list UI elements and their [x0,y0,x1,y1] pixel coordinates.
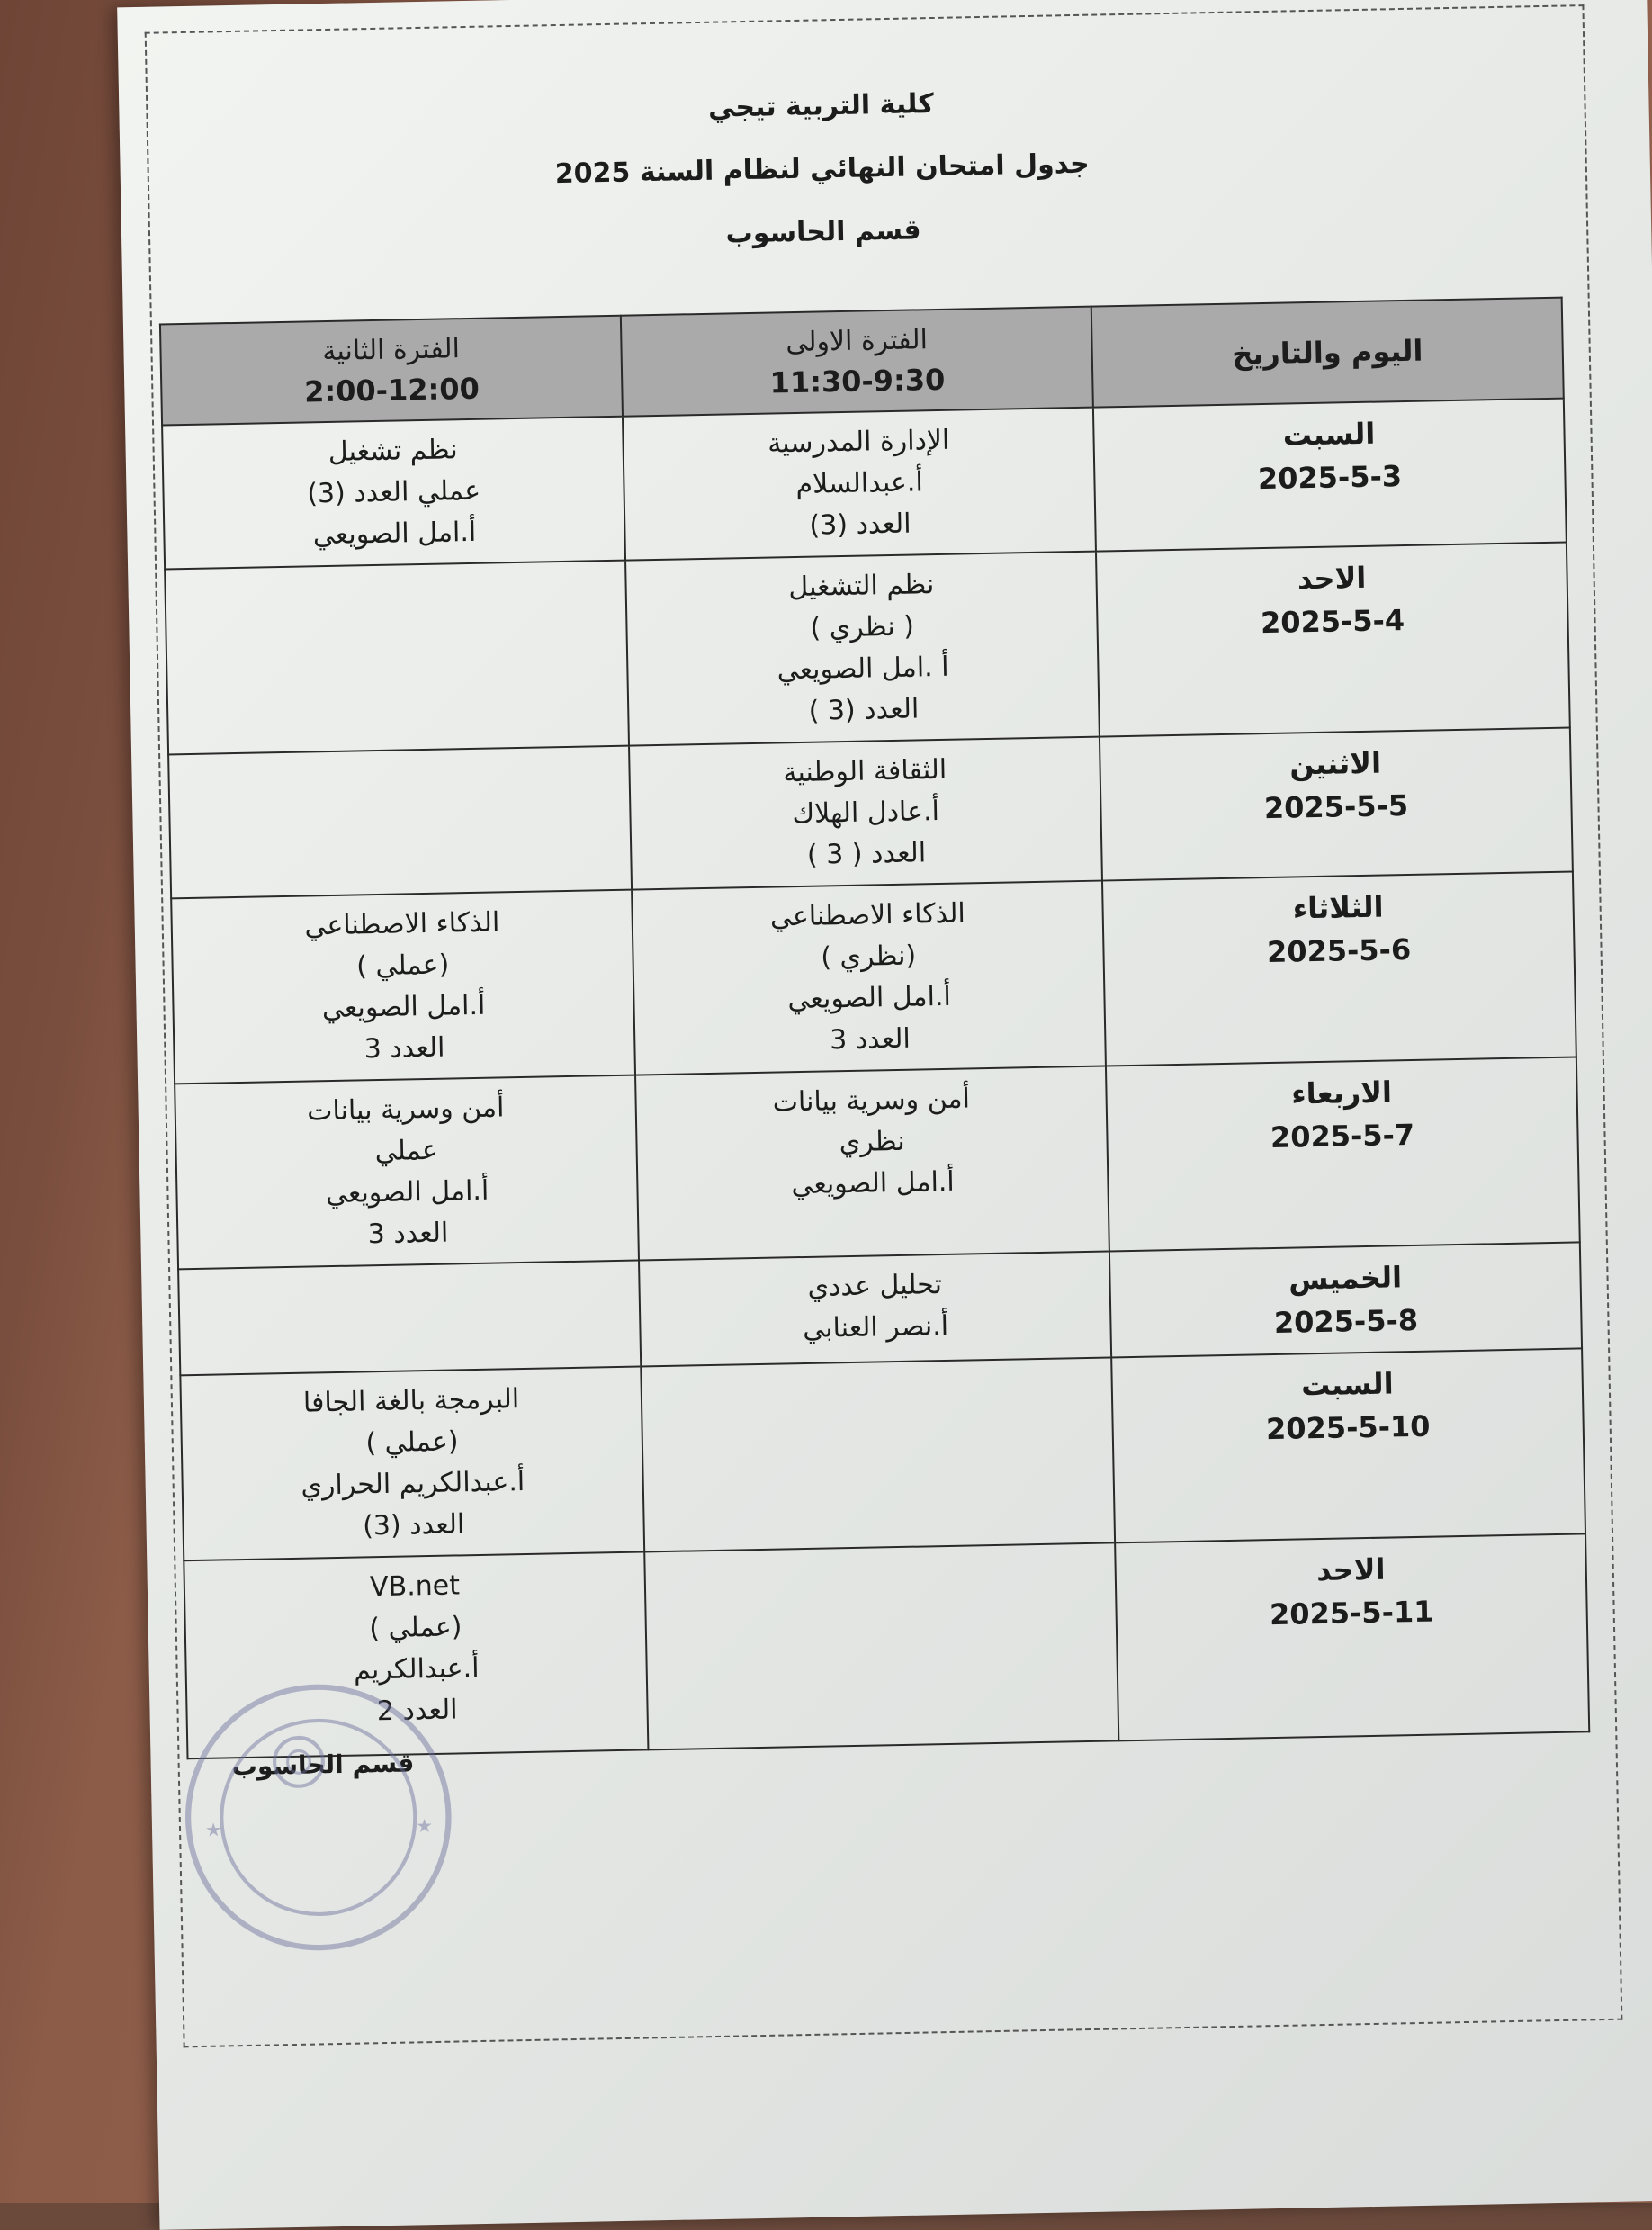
exam-entry-line: عملي العدد (3) [306,474,481,510]
exam-entry-line: أ.عبدالكريم الحراري [301,1465,525,1502]
exam-entry-line: (نظري ) [820,940,917,974]
period2-label: الفترة الثانية [321,333,461,368]
exam-entry-line: أ.امل الصويعي [787,980,952,1016]
table-row [175,1057,1580,1269]
exam-date: 2025-5-11 [1269,1594,1434,1632]
period1-time: 11:30-9:30 [769,362,946,400]
exam-date: 2025-5-6 [1266,931,1412,970]
period2-cell [180,1366,644,1560]
day-name: الاحد [1297,560,1367,597]
day-name: الاثنين [1288,745,1382,782]
exam-entry-line: أ.امل الصويعي [312,516,477,552]
period1-cell [623,408,1096,561]
day-date-cell [1102,872,1576,1066]
exam-entry-line: ( نظري ) [810,610,915,644]
period2-cell [162,417,625,570]
exam-entry-line: العدد (3 ) [808,693,920,727]
period1-cell [639,1251,1111,1366]
period2-cell [175,1075,639,1270]
day-date-cell [1106,1057,1580,1251]
day-name: الثلاثاء [1292,889,1384,926]
day-date-cell [1109,1242,1582,1357]
exam-entry-line: أ.امل الصويعي [325,1174,489,1210]
period2-time: 2:00-12:00 [303,371,480,409]
exam-entry-line: العدد 3 [364,1031,445,1066]
exam-date: 2025-5-4 [1260,603,1405,641]
day-name: السبت [1282,416,1376,453]
document-header [119,79,1526,295]
day-date-cell [1111,1348,1585,1542]
department-stamp [176,1676,461,1960]
exam-entry-line: أ.عبدالسلام [795,466,924,500]
exam-entry-line: الذكاء الاصطناعي [304,906,500,942]
day-date-cell [1100,728,1573,881]
exam-entry-line: العدد (3) [809,508,911,542]
period1-cell [644,1542,1118,1749]
institution-name: كلية التربية تيجي [707,87,935,124]
exam-entry-line: العدد 2 [376,1694,458,1728]
exam-entry-line: الثقافة الوطنية [783,753,947,789]
document-title: جدول امتحان النهائي لنظام السنة 2025 [554,148,1090,191]
exam-entry-line: نظم تشغيل [328,434,459,468]
table-row [168,728,1573,899]
exam-date: 2025-5-3 [1257,459,1403,497]
table-row [180,1348,1585,1560]
exam-entry-line: الإدارة المدرسية [767,424,950,460]
period1-cell [629,737,1102,890]
exam-entry-line: البرمجة بالغة الجافا [302,1383,520,1419]
exam-entry-line: تحليل عددي [807,1269,943,1303]
schedule-body [162,399,1589,1759]
period1-cell [641,1357,1115,1551]
svg-text:★: ★ [204,1819,222,1841]
exam-entry-line: أ.نصر العنابي [802,1309,949,1345]
column-header-period1 [621,307,1093,417]
exam-entry-line: أ.عادل الهلاك [792,796,940,831]
exam-entry-line: أمن وسرية بيانات [772,1083,971,1119]
day-date-cell [1093,399,1567,552]
period1-cell [635,1066,1109,1261]
exam-entry-line: VB.net [369,1569,461,1604]
period2-cell [165,561,629,755]
table-row [171,872,1576,1084]
day-date-cell [1115,1533,1589,1740]
exam-schedule-sheet [117,0,1652,2230]
day-name: الاربعاء [1290,1075,1393,1111]
exam-entry-line: (عملي ) [365,1425,459,1460]
exam-entry-line: العدد 3 [367,1217,449,1251]
exam-entry-line: أمن وسرية بيانات [306,1092,505,1128]
exam-entry-line: عملي [374,1134,439,1168]
department-name: قسم الحاسوب [725,214,921,250]
day-date-cell [1096,543,1570,737]
period1-cell [632,881,1106,1075]
period2-cell [171,890,635,1084]
exam-entry-line: (عملي ) [355,949,450,983]
exam-entry-line: العدد (3) [362,1508,465,1542]
table-row [165,543,1570,755]
exam-date: 2025-5-8 [1273,1302,1419,1340]
column-header-day: اليوم والتاريخ [1091,298,1564,408]
exam-date: 2025-5-10 [1265,1408,1431,1447]
day-name: الاحد [1315,1551,1386,1588]
exam-entry-line: نظم التشغيل [787,569,935,604]
period2-cell [178,1261,641,1376]
day-name: الخميس [1288,1260,1403,1297]
exam-entry-line: أ.امل الصويعي [321,989,486,1025]
exam-entry-line: العدد 3 [829,1022,911,1057]
table-row [162,399,1567,570]
period2-cell [168,746,632,899]
exam-entry-line: العدد ( 3 ) [806,837,927,871]
exam-date: 2025-5-7 [1270,1117,1415,1155]
exam-entry-line: (عملي ) [369,1611,462,1645]
signature-label: قسم الحاسوب [231,1748,415,1782]
exam-entry-line: الذكاء الاصطناعي [769,897,966,933]
period1-cell [625,552,1100,746]
day-name: السبت [1300,1366,1394,1403]
column-header-period2 [160,316,623,426]
exam-entry-line: أ.عبدالكريم [353,1652,480,1686]
period1-label: الفترة الاولى [785,324,929,359]
exam-entry-line: أ .امل الصويعي [777,651,949,687]
exam-entry-line: نظري [839,1125,905,1159]
svg-text:★: ★ [416,1814,434,1837]
exam-entry-line: أ.امل الصويعي [791,1165,956,1201]
exam-date: 2025-5-5 [1263,788,1409,826]
exam-schedule-table [159,297,1590,1760]
